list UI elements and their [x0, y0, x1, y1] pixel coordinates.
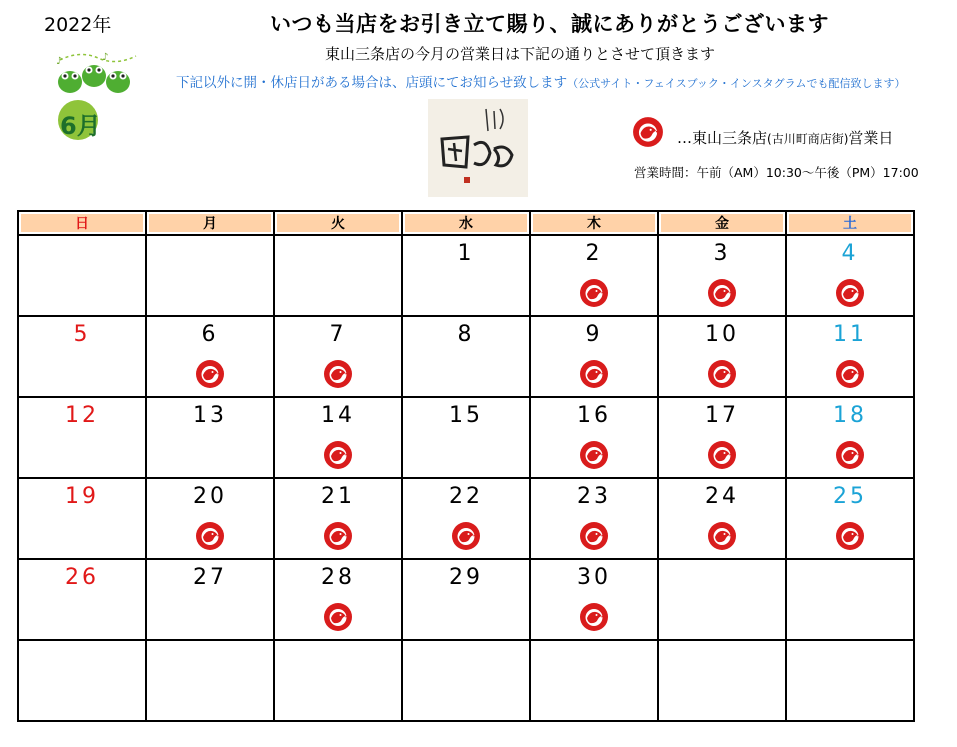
day-number — [787, 565, 913, 593]
calendar-week-row — [19, 398, 913, 479]
day-number — [147, 241, 273, 269]
calendar-day-cell — [19, 236, 145, 317]
day-number — [275, 646, 401, 674]
calendar-day-cell — [273, 398, 401, 479]
weekday-header-row — [19, 212, 913, 236]
day-number: 13 — [193, 403, 227, 428]
shop-logo — [428, 99, 528, 197]
calendar-day-cell — [401, 398, 529, 479]
day-number: 25 — [833, 484, 867, 509]
calendar-day-cell — [273, 236, 401, 317]
bird-stamp-icon — [632, 116, 664, 148]
day-number — [659, 565, 785, 593]
open-day-stamp-icon — [195, 521, 225, 551]
day-number: 17 — [705, 403, 739, 428]
calendar-week-row — [19, 236, 913, 317]
day-number: 26 — [65, 565, 99, 590]
legend-prefix: …東山三条店 — [677, 129, 768, 147]
calendar-day-cell — [145, 398, 273, 479]
open-day-stamp-icon — [323, 440, 353, 470]
calendar-day-cell — [529, 479, 657, 560]
day-number: 21 — [321, 484, 355, 509]
calendar-day-cell — [785, 479, 913, 560]
open-day-stamp-icon — [579, 521, 609, 551]
calendar-day-cell — [657, 641, 785, 720]
day-number: 2 — [585, 241, 603, 266]
day-number — [19, 241, 145, 269]
day-number: 12 — [65, 403, 99, 428]
calendar-day-cell — [657, 236, 785, 317]
page-title: いつも当店をお引き立て賜り、誠にありがとうございます — [270, 12, 829, 36]
day-number: 24 — [705, 484, 739, 509]
day-number: 10 — [705, 322, 739, 347]
open-day-stamp-icon — [579, 359, 609, 389]
calendar-day-cell — [145, 317, 273, 398]
calendar-day-cell — [785, 317, 913, 398]
open-day-stamp-icon — [323, 521, 353, 551]
calendar-day-cell — [145, 560, 273, 641]
calendar-day-cell — [529, 560, 657, 641]
calendar-day-cell — [657, 479, 785, 560]
calendar-day-cell — [145, 641, 273, 720]
page-subtitle: 東山三条店の今月の営業日は下記の通りとさせて頂きます — [325, 45, 716, 63]
month-label: 6月 — [60, 112, 101, 140]
day-number: 29 — [449, 565, 483, 590]
day-number: 18 — [833, 403, 867, 428]
weekday-monday: 月 — [145, 212, 273, 236]
day-number: 27 — [193, 565, 227, 590]
calendar-day-cell — [529, 641, 657, 720]
calendar-day-cell — [401, 236, 529, 317]
calendar-week-row — [19, 479, 913, 560]
calendar-day-cell — [401, 317, 529, 398]
month-badge — [50, 48, 140, 143]
calendar-day-cell — [273, 317, 401, 398]
open-day-stamp-icon — [835, 440, 865, 470]
day-number — [403, 646, 529, 674]
business-hours: 営業時間：午前（AM）10:30～午後（PM）17:00 — [634, 165, 919, 180]
shop-logo-icon — [428, 99, 528, 197]
calendar-day-cell — [19, 479, 145, 560]
calendar-day-cell — [145, 479, 273, 560]
calendar-day-cell — [401, 641, 529, 720]
open-day-stamp-icon — [323, 602, 353, 632]
notice-main: 下記以外に開・休店日がある場合は、店頭にてお知らせ致します — [176, 75, 568, 91]
day-number: 9 — [585, 322, 603, 347]
day-number: 5 — [73, 322, 91, 347]
calendar-week-row — [19, 641, 913, 720]
calendar-day-cell — [785, 560, 913, 641]
day-number — [275, 241, 401, 269]
weekday-saturday: 土 — [785, 212, 913, 236]
svg-text:♪: ♪ — [56, 56, 63, 67]
open-day-stamp-icon — [579, 278, 609, 308]
calendar-day-cell — [529, 236, 657, 317]
calendar-day-cell — [657, 398, 785, 479]
open-day-stamp-icon — [579, 602, 609, 632]
day-number: 8 — [457, 322, 475, 347]
calendar-day-cell — [19, 317, 145, 398]
weekday-tuesday: 火 — [273, 212, 401, 236]
weekday-wednesday: 水 — [401, 212, 529, 236]
day-number: 23 — [577, 484, 611, 509]
calendar-day-cell — [273, 479, 401, 560]
open-day-stamp-icon — [579, 440, 609, 470]
open-day-stamp-icon — [835, 521, 865, 551]
day-number — [659, 646, 785, 674]
calendar-day-cell — [273, 560, 401, 641]
open-day-stamp-icon — [195, 359, 225, 389]
day-number: 6 — [201, 322, 219, 347]
legend-detail: (古川町商店街) — [767, 132, 849, 146]
svg-text:♪: ♪ — [102, 52, 109, 63]
notice-text — [176, 71, 905, 91]
day-number: 11 — [833, 322, 867, 347]
weekday-thursday: 木 — [529, 212, 657, 236]
calendar-day-cell — [529, 398, 657, 479]
day-number: 30 — [577, 565, 611, 590]
notice-small: （公式サイト・フェイスブック・インスタグラムでも配信致します） — [567, 77, 906, 90]
calendar-week-row — [19, 317, 913, 398]
weekday-friday: 金 — [657, 212, 785, 236]
year-label: 2022年 — [44, 14, 112, 36]
calendar-day-cell — [401, 560, 529, 641]
open-day-stamp-icon — [707, 440, 737, 470]
day-number: 4 — [841, 241, 859, 266]
day-number: 22 — [449, 484, 483, 509]
calendar-day-cell — [785, 236, 913, 317]
open-day-stamp-icon — [323, 359, 353, 389]
day-number — [787, 646, 913, 674]
calendar-day-cell — [145, 236, 273, 317]
calendar-grid — [17, 210, 915, 722]
calendar-day-cell — [657, 317, 785, 398]
calendar-day-cell — [19, 641, 145, 720]
calendar-week-row — [19, 560, 913, 641]
day-number: 14 — [321, 403, 355, 428]
day-number: 19 — [65, 484, 99, 509]
day-number — [147, 646, 273, 674]
open-day-stamp-icon — [707, 278, 737, 308]
legend-text — [677, 127, 893, 148]
day-number — [531, 646, 657, 674]
legend-suffix: 営業日 — [848, 129, 894, 147]
open-day-stamp-icon — [835, 278, 865, 308]
day-number: 7 — [329, 322, 347, 347]
open-day-stamp-icon — [707, 359, 737, 389]
calendar-day-cell — [529, 317, 657, 398]
calendar-day-cell — [785, 641, 913, 720]
open-day-stamp-icon — [835, 359, 865, 389]
day-number: 20 — [193, 484, 227, 509]
day-number — [19, 646, 145, 674]
calendar-day-cell — [401, 479, 529, 560]
open-day-stamp-icon — [451, 521, 481, 551]
open-day-stamp-icon — [707, 521, 737, 551]
calendar-day-cell — [273, 641, 401, 720]
day-number: 3 — [713, 241, 731, 266]
weekday-sunday: 日 — [19, 212, 145, 236]
day-number: 16 — [577, 403, 611, 428]
calendar-day-cell — [785, 398, 913, 479]
calendar-day-cell — [19, 560, 145, 641]
calendar-day-cell — [657, 560, 785, 641]
day-number: 1 — [457, 241, 475, 266]
day-number: 28 — [321, 565, 355, 590]
calendar-day-cell — [19, 398, 145, 479]
day-number: 15 — [449, 403, 483, 428]
